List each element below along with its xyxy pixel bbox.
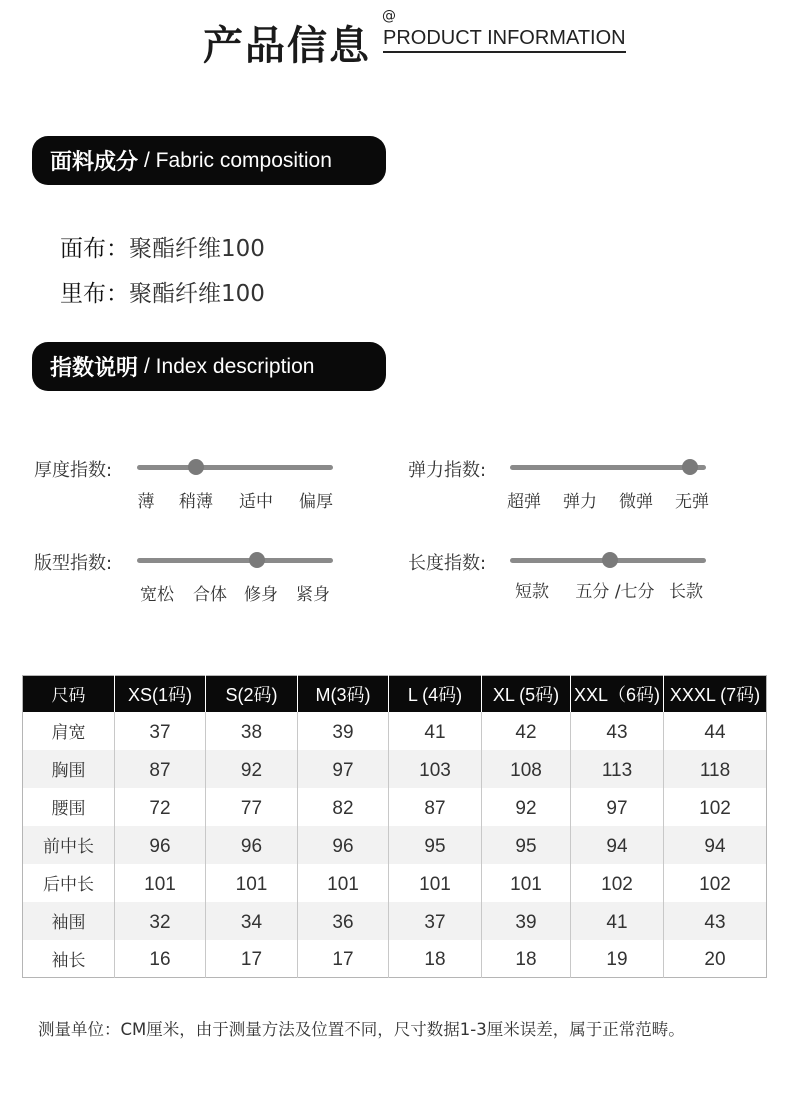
- fabric-section-heading: [32, 136, 386, 185]
- table-cell: 87: [389, 788, 482, 826]
- table-cell: 38: [206, 712, 298, 750]
- table-cell: 94: [664, 826, 767, 864]
- row-label: 后中长: [43, 875, 94, 895]
- table-cell: 19: [571, 940, 664, 978]
- table-cell: 97: [571, 788, 664, 826]
- row-label: 袖长: [51, 950, 86, 971]
- fit-index-marker: [249, 552, 265, 568]
- table-cell: 101: [115, 864, 206, 902]
- table-cell: 87: [115, 750, 206, 788]
- fit-index-track: [137, 558, 333, 563]
- row-label: 肩宽: [51, 723, 86, 743]
- fabric-heading-cn: 面料成分: [50, 150, 139, 175]
- table-cell: 39: [298, 712, 389, 750]
- table-cell: 101: [298, 864, 389, 902]
- table-cell: 97: [298, 750, 389, 788]
- table-cell: 39: [482, 902, 571, 940]
- table-cell: 36: [298, 902, 389, 940]
- index-section-heading: [32, 342, 386, 391]
- table-row: [23, 788, 767, 826]
- table-row: [23, 864, 767, 902]
- table-cell: 95: [389, 826, 482, 864]
- length-index-label: 长度指数:: [408, 553, 487, 574]
- thickness-option: 适中: [239, 492, 273, 512]
- elasticity-option: 微弹: [619, 492, 653, 512]
- table-cell: 96: [206, 826, 298, 864]
- table-cell: 101: [206, 864, 298, 902]
- table-cell: 96: [298, 826, 389, 864]
- table-cell: 94: [571, 826, 664, 864]
- thickness-option: 稍薄: [179, 492, 213, 512]
- elasticity-option: 无弹: [675, 492, 709, 512]
- elasticity-option: 超弹: [507, 492, 541, 512]
- table-row: [23, 750, 767, 788]
- table-cell: 32: [115, 902, 206, 940]
- table-cell: 41: [389, 712, 482, 750]
- size-table-header-row: [23, 676, 767, 712]
- fit-option: 修身: [244, 585, 278, 605]
- table-cell: 96: [115, 826, 206, 864]
- table-cell: 37: [389, 902, 482, 940]
- table-cell: 82: [298, 788, 389, 826]
- table-cell: 18: [482, 940, 571, 978]
- table-cell: 41: [571, 902, 664, 940]
- page-header: [0, 8, 790, 68]
- size-table-header: S(2码): [206, 676, 298, 712]
- size-table-header: 尺码: [23, 676, 115, 712]
- table-row: [23, 940, 767, 978]
- table-cell: 108: [482, 750, 571, 788]
- fit-index-label: 版型指数:: [34, 553, 113, 574]
- page-title-english: PRODUCT INFORMATION: [383, 26, 626, 53]
- elasticity-index-label: 弹力指数:: [408, 460, 487, 481]
- row-label: 胸围: [23, 750, 115, 788]
- thickness-index-marker: [188, 459, 204, 475]
- size-table-header: XS(1码): [115, 676, 206, 712]
- measurement-footnote: 测量单位：CM厘米，由于测量方法及位置不同，尺寸数据1-3厘米误差，属于正常范畴。: [38, 1020, 685, 1039]
- size-table: [22, 675, 767, 978]
- table-cell: 43: [664, 902, 767, 940]
- index-heading-cn: 指数说明: [50, 356, 139, 381]
- table-cell: 17: [206, 940, 298, 978]
- table-cell: 34: [206, 902, 298, 940]
- thickness-index-track: [137, 465, 333, 470]
- table-cell: 20: [664, 940, 767, 978]
- fit-option: 宽松: [140, 585, 174, 605]
- fit-option: 紧身: [296, 585, 330, 605]
- fabric-line-lining: [60, 275, 265, 308]
- row-label: 袖围: [23, 902, 115, 940]
- fabric-line-label: 面布：: [60, 236, 129, 262]
- fabric-heading-en: / Fabric composition: [144, 148, 332, 172]
- length-option: 长款: [669, 582, 703, 602]
- thickness-option: 薄: [137, 492, 155, 512]
- length-option: 五分 /七分: [575, 582, 655, 602]
- table-cell: 77: [206, 788, 298, 826]
- size-table-header: XXXL (7码): [664, 676, 767, 712]
- table-cell: 101: [482, 864, 571, 902]
- table-row: [23, 826, 767, 864]
- table-cell: 95: [482, 826, 571, 864]
- table-cell: 113: [571, 750, 664, 788]
- length-option: 短款: [515, 582, 549, 602]
- elasticity-index-marker: [682, 459, 698, 475]
- table-cell: 102: [664, 864, 767, 902]
- fabric-line-value: 聚酯纤维100: [129, 281, 265, 307]
- size-table-header: M(3码): [298, 676, 389, 712]
- elasticity-index-track: [510, 465, 706, 470]
- row-label: 前中长: [23, 826, 115, 864]
- table-cell: 16: [115, 940, 206, 978]
- table-cell: 18: [389, 940, 482, 978]
- thickness-index-label: 厚度指数:: [34, 460, 113, 481]
- thickness-option: 偏厚: [299, 492, 333, 512]
- table-cell: 44: [664, 712, 767, 750]
- fabric-line-value: 聚酯纤维100: [129, 236, 265, 262]
- at-symbol: @: [382, 8, 396, 24]
- table-row: [23, 902, 767, 940]
- table-cell: 102: [571, 864, 664, 902]
- table-cell: 103: [389, 750, 482, 788]
- fabric-line-outer: [60, 230, 265, 263]
- index-heading-en: / Index description: [144, 354, 315, 378]
- table-cell: 43: [571, 712, 664, 750]
- size-table-header: XL (5码): [482, 676, 571, 712]
- length-index-marker: [602, 552, 618, 568]
- size-table-header: L (4码): [389, 676, 482, 712]
- table-cell: 101: [389, 864, 482, 902]
- table-cell: 37: [115, 712, 206, 750]
- table-cell: 72: [115, 788, 206, 826]
- row-label: 腰围: [51, 799, 86, 819]
- page-title: 产品信息: [203, 23, 371, 69]
- table-cell: 92: [482, 788, 571, 826]
- fit-option: 合体: [193, 585, 227, 605]
- table-cell: 17: [298, 940, 389, 978]
- table-cell: 92: [206, 750, 298, 788]
- table-cell: 118: [664, 750, 767, 788]
- table-cell: 42: [482, 712, 571, 750]
- table-row: [23, 712, 767, 750]
- elasticity-option: 弹力: [563, 492, 597, 512]
- size-table-header: XXL（6码): [571, 676, 664, 712]
- fabric-line-label: 里布：: [60, 281, 129, 307]
- table-cell: 102: [664, 788, 767, 826]
